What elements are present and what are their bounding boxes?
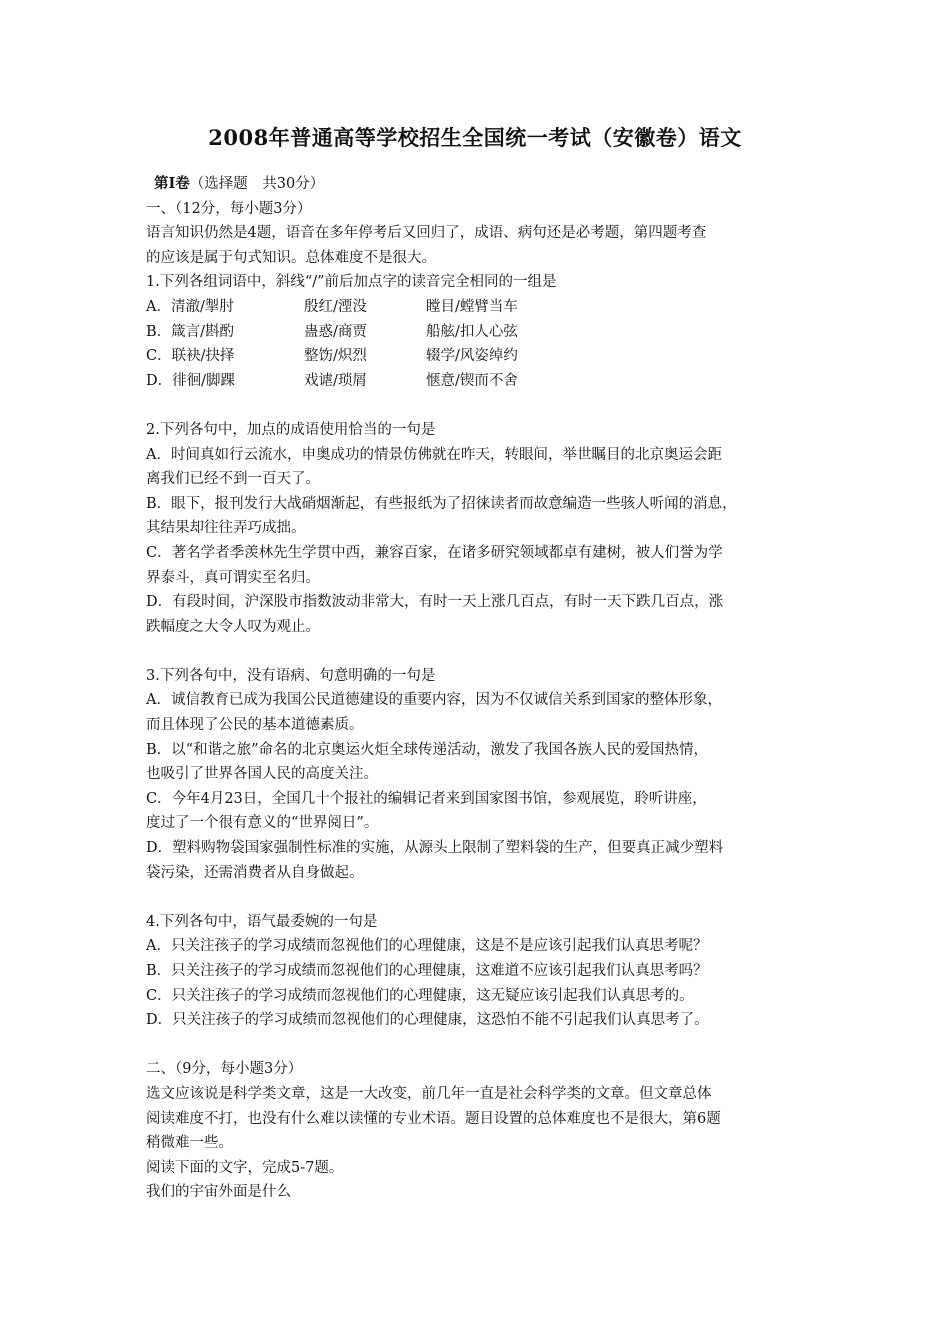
q2-option-a-line1: A．时间真如行云流水，申奥成功的情景仿佛就在昨天，转眼间，举世瞩目的北京奥运会距 (146, 446, 722, 463)
q3-option-c-line1: C．今年4月23日，全国几十个报社的编辑记者来到国家图书馆，参观展览，聆听讲座， (146, 790, 707, 807)
q1-option-b-col1: B．箴言/斟酌 (146, 323, 235, 340)
q1-option-d (146, 369, 826, 394)
q2-option-b-line2: 其结果却往往弄巧成拙。 (146, 520, 306, 537)
section2-intro-line: 稍微难一些。 (146, 1135, 233, 1152)
passage-title: 我们的宇宙外面是什么 (146, 1184, 291, 1201)
section1-heading: 一、（12分，每小题3分） (146, 200, 312, 217)
q1-option-c (146, 344, 826, 369)
section2-heading: 二、（9分，每小题3分） (146, 1061, 303, 1078)
q2-option-c-line1: C．著名学者季羡林先生学贯中西，兼容百家，在诸多研究领域都卓有建树，被人们誉为学 (146, 544, 723, 561)
section2-intro-line: 阅读难度不打，也没有什么难以读懂的专业术语。题目设置的总体难度也不是很大，第6题 (146, 1110, 721, 1127)
section2-instruction: 阅读下面的文字，完成5-7题。 (146, 1159, 344, 1176)
q3-option-b-line1: B．以“和谐之旅”命名的北京奥运火炬全球传递活动，激发了我国各族人民的爱国热情， (146, 741, 708, 758)
q1-option-a (146, 295, 826, 320)
q3-stem: 3.下列各句中，没有语病、句意明确的一句是 (146, 667, 436, 684)
spacer (146, 639, 826, 664)
q1-option-b-col2: 蛊惑/商贾 (304, 323, 367, 340)
q2-option-a-line2: 离我们已经不到一百天了。 (146, 471, 320, 488)
part1-heading-rest: （选择题 共30分） (189, 176, 325, 192)
q4-option-b: B．只关注孩子的学习成绩而忽视他们的心理健康，这难道不应该引起我们认真思考吗？ (146, 963, 708, 979)
q4-option-c: C．只关注孩子的学习成绩而忽视他们的心理健康，这无疑应该引起我们认真思考的。 (146, 987, 694, 1004)
q2-option-b-line1: B．眼下，报刊发行大战硝烟渐起，有些报纸为了招徕读者而故意编造一些骇人听闻的消息， (146, 495, 737, 512)
q4-option-a: A．只关注孩子的学习成绩而忽视他们的心理健康，这是不是应该引起我们认真思考呢？ (146, 938, 708, 955)
q3-option-a-line1: A．诚信教育已成为我国公民道德建设的重要内容，因为不仅诚信关系到国家的整体形象， (146, 692, 722, 709)
q1-option-a-col1: A．清澈/掣肘 (146, 298, 234, 315)
q1-option-d-col3: 惬意/锲而不舍 (426, 372, 518, 389)
part1-heading-bold: 第Ⅰ卷 (154, 175, 190, 192)
document-body (146, 172, 826, 1205)
q2-option-d-line2: 跌幅度之大令人叹为观止。 (146, 618, 320, 635)
document-title: 2008年普通高等学校招生全国统一考试（安徽卷）语文 (208, 125, 742, 150)
q3-option-d-line1: D．塑料购物袋国家强制性标准的实施，从源头上限制了塑料袋的生产，但要真正减少塑料 (146, 840, 724, 857)
q1-option-d-col2: 戏谑/琐屑 (304, 372, 367, 389)
q1-option-b-col3: 船舷/扣人心弦 (426, 323, 518, 340)
part1-heading (146, 172, 826, 197)
q3-option-d-line2: 袋污染，还需消费者从自身做起。 (146, 864, 364, 881)
q2-option-d-line1: D．有段时间，沪深股市指数波动非常大，有时一天上涨几百点，有时一天下跌几百点，涨 (146, 594, 724, 611)
q1-option-a-col2: 殷红/湮没 (304, 298, 367, 315)
q1-option-d-col1: D．徘徊/脚踝 (146, 372, 236, 389)
q1-option-c-col3: 辍学/风姿绰约 (426, 348, 518, 365)
q1-option-c-col1: C．联袂/抉择 (146, 348, 235, 365)
spacer (146, 1033, 826, 1058)
section1-intro-line: 的应该是属于句式知识。总体难度不是很大。 (146, 249, 436, 266)
q1-stem: 1.下列各组词语中，斜线“/”前后加点字的读音完全相同的一组是 (146, 274, 557, 291)
q3-option-a-line2: 而且体现了公民的基本道德素质。 (146, 717, 364, 734)
section1-intro-line: 语言知识仍然是4题，语音在多年停考后又回归了，成语、病句还是必考题，第四题考查 (146, 225, 707, 242)
section2-intro-line: 选文应该说是科学类文章，这是一大改变，前几年一直是社会科学类的文章。但文章总体 (146, 1085, 712, 1102)
q2-stem: 2.下列各句中，加点的成语使用恰当的一句是 (146, 421, 436, 438)
q3-option-c-line2: 度过了一个很有意义的“世界阅日”。 (146, 815, 379, 832)
spacer (146, 393, 826, 418)
q1-option-b (146, 320, 826, 345)
q4-stem: 4.下列各句中，语气最委婉的一句是 (146, 913, 378, 930)
q4-option-d: D．只关注孩子的学习成绩而忽视他们的心理健康，这恐怕不能不引起我们认真思考了。 (146, 1012, 709, 1029)
spacer (146, 885, 826, 910)
q1-option-a-col3: 瞠目/螳臂当车 (426, 298, 518, 315)
q2-option-c-line2: 界泰斗，真可谓实至名归。 (146, 569, 320, 586)
q1-option-c-col2: 整饬/炽烈 (304, 348, 367, 365)
q3-option-b-line2: 也吸引了世界各国人民的高度关注。 (146, 766, 378, 783)
